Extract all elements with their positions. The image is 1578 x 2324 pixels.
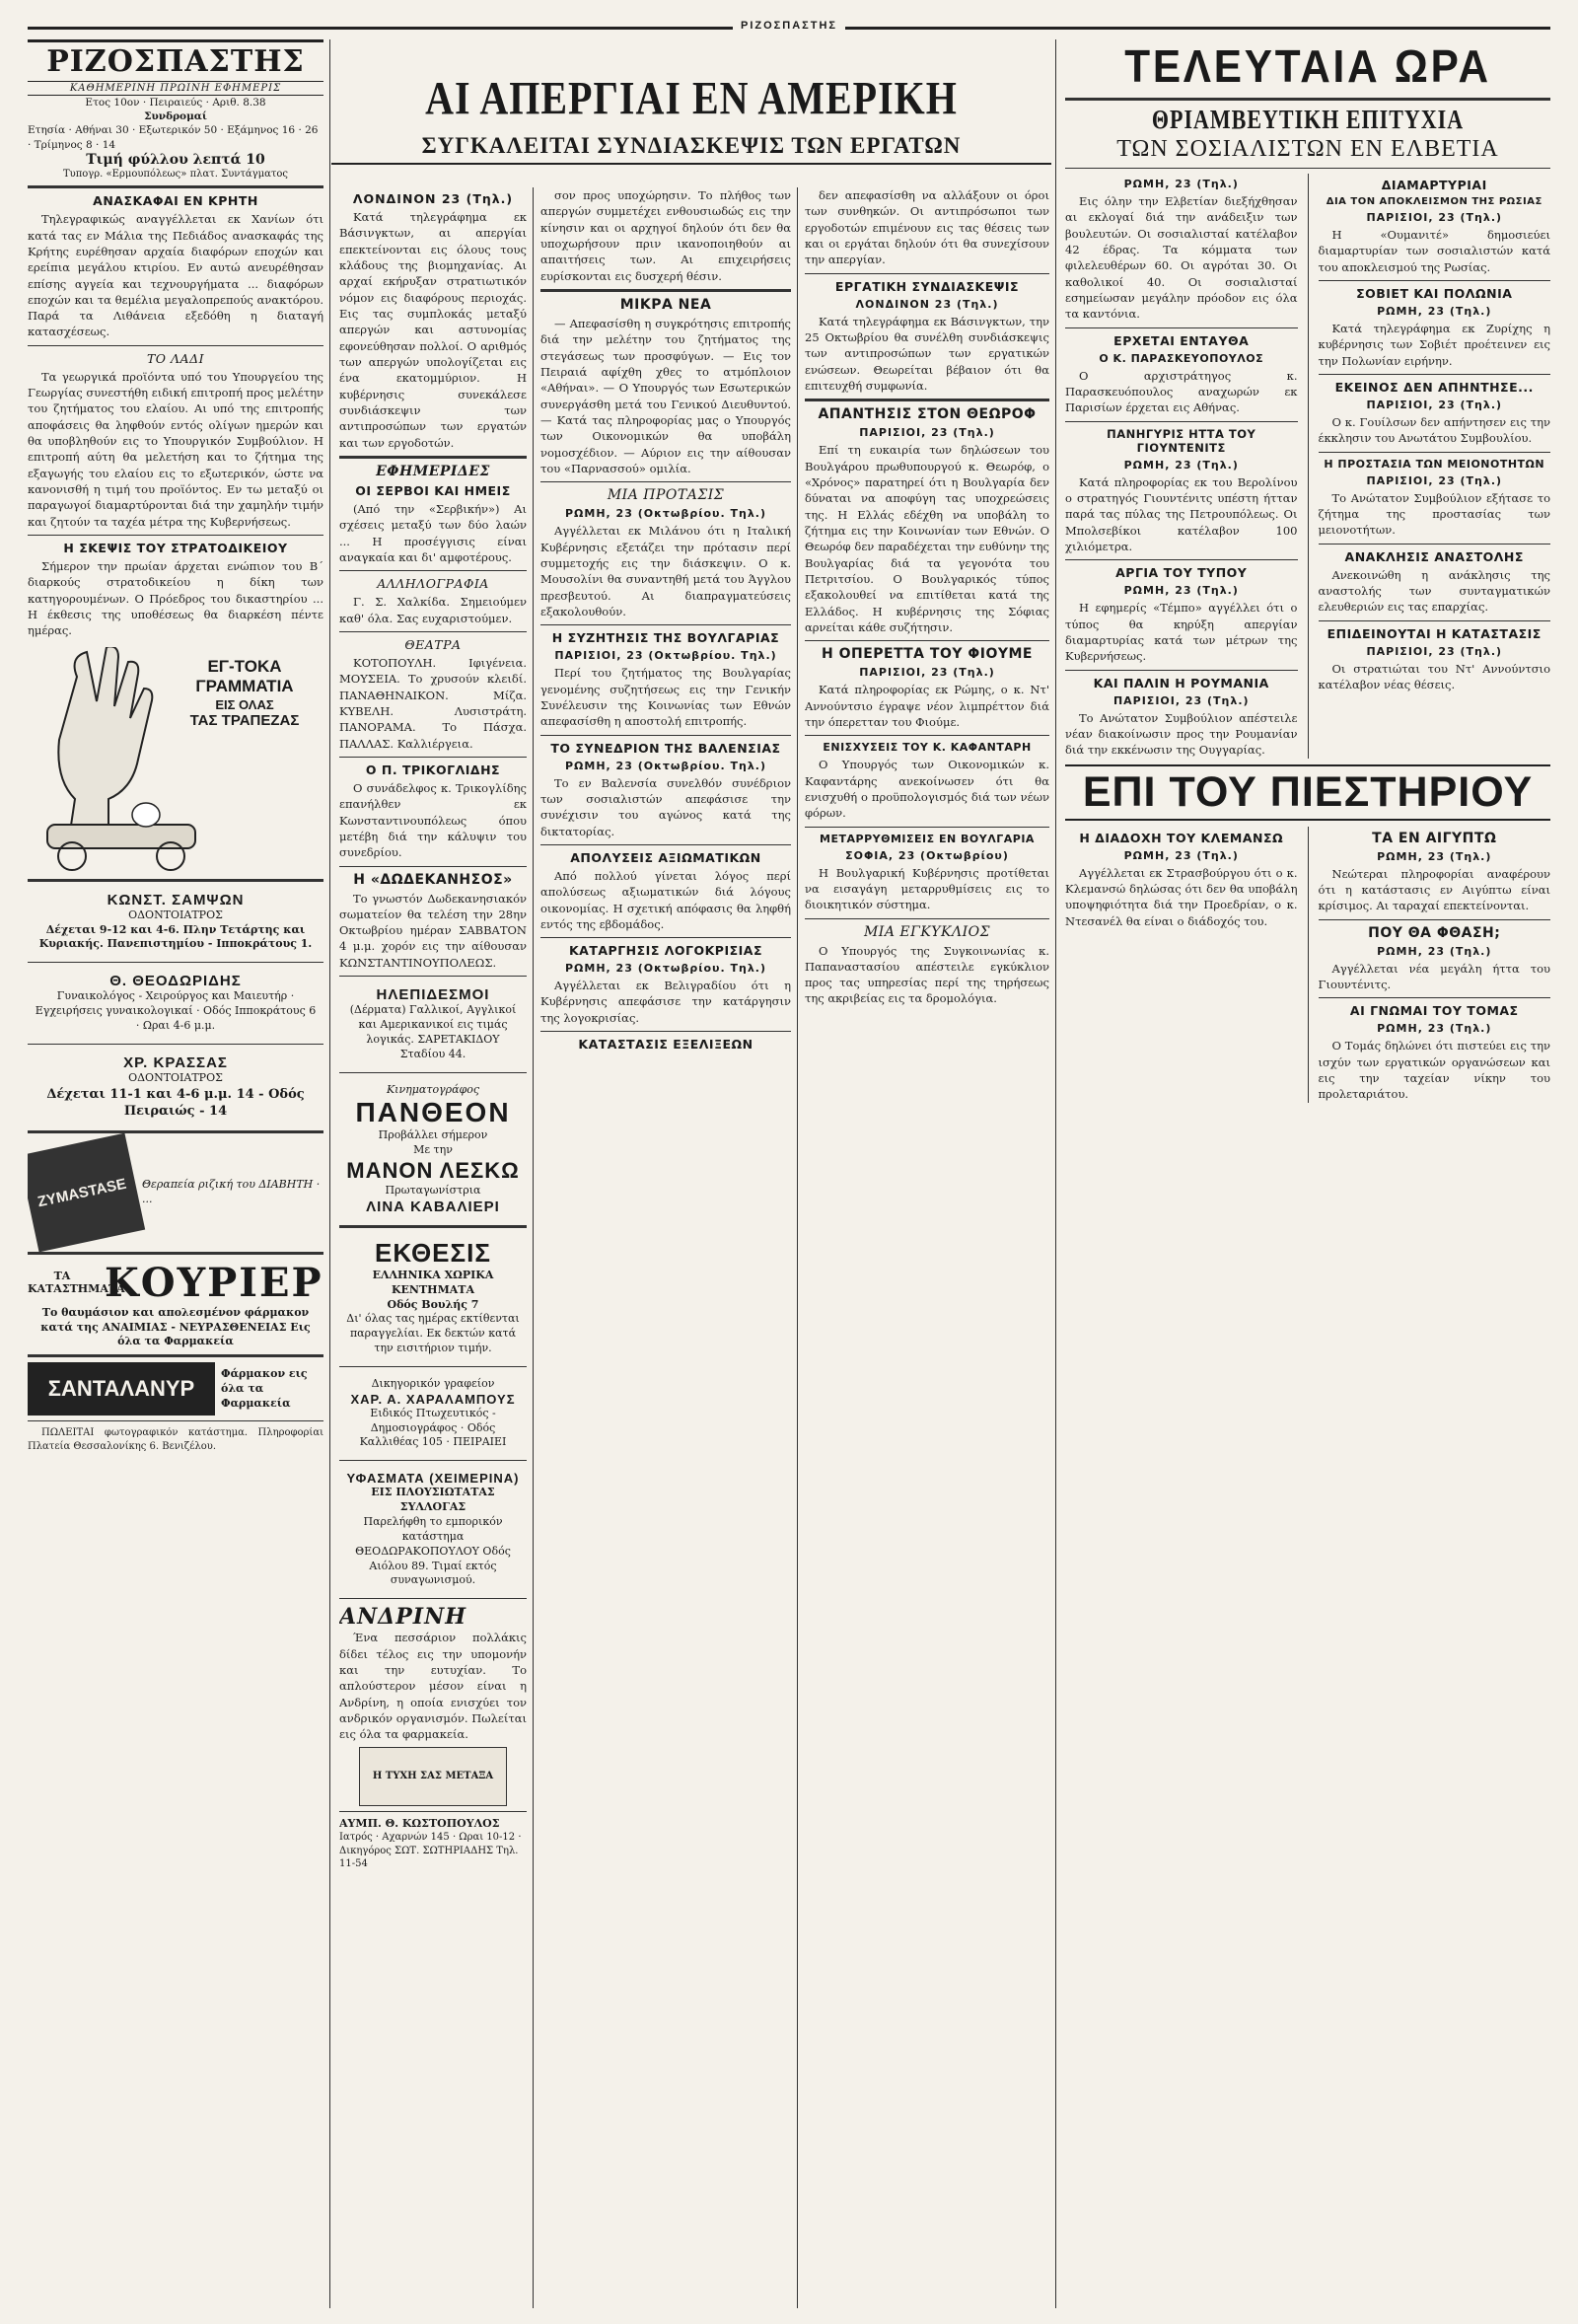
press-row: [1065, 827, 1550, 1103]
dateline: ΠΑΡΙΣΙΟΙ, 23 (Τηλ.): [859, 426, 995, 440]
article-heading: Η ΠΡΟΣΤΑΣΙΑ ΤΩΝ ΜΕΙΟΝΟΤΗΤΩΝ: [1324, 457, 1545, 471]
divider: [540, 481, 791, 482]
masthead-title: ΡΙΖΟΣΠΑΣΤΗΣ: [28, 39, 323, 79]
article-subheading: ΔΙΑ ΤΟΝ ΑΠΟΚΛΕΙΣΜΟΝ ΤΗΣ ΡΩΣΙΑΣ: [1326, 196, 1542, 207]
cinema-star-pre: Με την: [413, 1143, 453, 1157]
article-heading: ΑΝΑΣΚΑΦΑΙ ΕΝ ΚΡΗΤΗ: [93, 193, 258, 209]
dateline: ΠΑΡΙΣΙΟΙ, 23 (Τηλ.): [1366, 398, 1503, 411]
zymase-logo: ZYMASTASE: [28, 1132, 145, 1252]
article-heading: ΕΡΧΕΤΑΙ ΕΝΤΑΥΘΑ: [1113, 332, 1250, 348]
article-body: Το Ανώτατον Συμβούλιον απέστειλε νέαν διακοίνωσιν προς την Ρουμανίαν διά την εκκένωσιν της Ουγγαρίας.: [1065, 710, 1298, 758]
divider: [339, 757, 527, 758]
lawyer-name: ΧΑΡ. Α. ΧΑΡΑΛΑΜΠΟΥΣ: [350, 1391, 516, 1407]
article-heading: Ο Π. ΤΡΙΚΟΓΛΙΔΗΣ: [365, 762, 501, 777]
article-heading: ΑΠΟΛΥΣΕΙΣ ΑΞΙΩΜΑΤΙΚΩΝ: [570, 849, 761, 865]
article-body: Το εν Βαλενσία συνελθόν συνέδριον των σοσιαλιστών απεφάσισε την συνέχισιν του αγώνος κατά της δικτατορίας.: [540, 775, 791, 838]
fabric-ad: [339, 1466, 527, 1593]
article-subheading: ΤΩΝ ΣΟΣΙΑΛΙΣΤΩΝ ΕΝ ΕΛΒΕΤΙΑ: [1116, 136, 1499, 162]
article-heading: ΤΟ ΛΑΔΙ: [146, 350, 205, 366]
ad-role: ΟΔΟΝΤΟΙΑΤΡΟΣ: [128, 908, 223, 921]
dateline: ΡΩΜΗ, 23 (Τηλ.): [1377, 304, 1492, 318]
lawyer-role: Δικηγορικόν γραφείον: [371, 1376, 495, 1390]
divider: [28, 1130, 323, 1133]
article-body: Εις όλην την Ελβετίαν διεξήχθησαν αι εκλογαί διά την ανάδειξιν των βουλευτών. Οι σοσιαλισταί κατέλαβον 42 έδρας. Τα κόμματα των φιλελευθέρων 60. Οι αγρόται 30. Οι καθολικοί 40. Οι σοσιαλισταί εσημείωσαν μεγάλην πρόοδον εις όλα τα καντόνια.: [1065, 194, 1298, 322]
andrini-text: Ένα πεσσάριον πολλάκις δίδει τέλος εις την υπομονήν και την ευτυχίαν. Το απλούστερον μέσον είναι η Ανδρίνη, η οποία ενισχύει τον ανδρικόν οργανισμόν. Πωλείται εις όλα τα φαρμακεία.: [339, 1631, 527, 1742]
column-rule: [329, 39, 330, 2308]
cinema-star: ΜΑΝΟΝ ΛΕΣΚΩ: [346, 1158, 520, 1184]
article-body: Ανεκοινώθη η ανάκλησις της αναστολής των συνταγματικών ελευθεριών εις τας επαρχίας.: [1318, 567, 1550, 615]
divider: [331, 163, 1051, 165]
divider: [28, 345, 323, 346]
dateline: ΠΑΡΙΣΙΟΙ, 23 (Οκτωβρίου. Τηλ.): [554, 649, 777, 663]
dateline: ΠΑΡΙΣΙΟΙ, 23 (Τηλ.): [1366, 211, 1503, 224]
dateline: ΡΩΜΗ, 23 (Τηλ.): [1377, 1022, 1492, 1036]
divider: [1065, 168, 1550, 169]
article-body: Το γνωστόν Δωδεκανησιακόν σωματείον θα τελέση την 28ην Οκτωβρίου ημέραν ΣΑΒΒΑΤΟΝ 4 μ.μ. χορόν εις την αίθουσαν ΚΩΝΣΤΑΝΤΙΝΟΥΠΟΛΕΩΣ.: [339, 891, 527, 970]
article-heading: ΘΕΑΤΡΑ: [404, 636, 462, 652]
divider: [339, 631, 527, 632]
lottery-tile: Η ΤΥΧΗ ΣΑΣ ΜΕΤΑΞΑ: [359, 1747, 507, 1806]
article-body: Αγγέλλεται νέα μεγάλη ήττα του Γιουντένιτς.: [1318, 961, 1550, 991]
subscriptions: Ετησία · Αθήναι 30 · Εξωτερικόν 50 · Εξάμηνος 16 · 26 · Τρίμηνος 8 · 14: [28, 124, 319, 151]
running-head: ΡΙΖΟΣΠΑΣΤΗΣ: [28, 10, 1550, 30]
article-heading: ΕΡΓΑΤΙΚΗ ΣΥΝΔΙΑΣΚΕΨΙΣ: [834, 278, 1020, 294]
divider: [28, 879, 323, 882]
subcolumn-left: [1065, 174, 1298, 759]
article-body: Η «Ουμανιτέ» δημοσιεύει διαμαρτυρίαν των σοσιαλιστών κατά του αποκλεισμού της Ρωσίας.: [1318, 228, 1550, 274]
divider: [540, 1031, 791, 1032]
divider: [28, 185, 323, 188]
article-heading: ΘΡΙΑΜΒΕΥΤΙΚΗ ΕΠΙΤΥΧΙΑ: [1151, 103, 1465, 134]
dateline: ΣΟΦΙΑ, 23 (Οκτωβρίου): [845, 848, 1009, 862]
article-heading: ΑΡΓΙΑ ΤΟΥ ΤΥΠΟΥ: [1115, 565, 1248, 581]
divider: [339, 1460, 527, 1461]
ad-name: ΗΛΕΠΙΔΕΣΜΟΙ: [376, 986, 490, 1004]
dateline: ΡΩΜΗ, 23 (Τηλ.): [1123, 458, 1239, 472]
article-subheading: Ο Κ. ΠΑΡΑΣΚΕΥΟΠΟΥΛΟΣ: [1099, 351, 1264, 365]
article-heading: ΠΟΥ ΘΑ ΦΘΑΣΗ;: [1368, 924, 1501, 941]
exhibit-text: Δι' όλας τας ημέρας εκτίθενται παραγγελίαι. Εκ δεκτών κατά την εισιτήριον τιμήν.: [346, 1312, 520, 1355]
masthead-subtitle: ΚΑΘΗΜΕΡΙΝΗ ΠΡΩΙΝΗ ΕΦΗΜΕΡΙΣ: [28, 81, 323, 96]
divider: [339, 976, 527, 977]
article-heading: Η ΟΠΕΡΕΤΤΑ ΤΟΥ ΦΙΟΥΜΕ: [821, 646, 1033, 663]
dateline: ΠΑΡΙΣΙΟΙ, 23 (Τηλ.): [859, 666, 995, 680]
courier-ad: [28, 1260, 323, 1306]
article-body: Κατά τηλεγράφημα εκ Βάσινγκτων, αι απεργίαι επεκτείνονται εις όλους τους κλάδους της βιομηχανίας. Αι αρχαί εκήρυξαν στρατιωτικόν νόμον εις διαφόρους περιοχάς. Εις τας συμπλοκάς μεταξύ απεργών και αστυνομίας εφονεύθησαν πολλοί. Ο αριθμός των απεργών υπολογίζεται εις ένα εκατομμύριον. Η κυβέρνησις συνεκάλεσε συνδιάσκεψιν των αντιπροσώπων των εργατών και των εργοδοτών.: [339, 210, 527, 450]
article-heading: ΑΛΛΗΛΟΓΡΑΦΙΑ: [377, 576, 489, 592]
main-headline: [331, 71, 1051, 165]
article-body: Επί τη ευκαιρία των δηλώσεων του Βουλγάρου πρωθυπουργού κ. Θεωρόφ, ο «Χρόνος» παρατηρεί ότι η Βουλγαρία δεν δύναται να αποφύγη τας υποχρεώσεις της. Η Ελλάς εδέχθη να υποβάλη το ζήτημα εις την Κοινωνίαν των Εθνών. Ο Θεωρόφ δεν παραδέχεται την ευθύνην της Βουλγαρίας διά τα γεγονότα του Πετριτσίου. Ο Βουλγαρικός τύπος εξακολουθεί να επιτίθεται κατά της Ελλάδος. Η κυβέρνησις της Σόφιας αρνείται κάθε συζήτησιν.: [805, 443, 1049, 634]
toy-line: ΤΑΣ ΤΡΑΠΕΖΑΣ: [189, 712, 300, 730]
divider: [28, 1252, 323, 1255]
divider: [1065, 421, 1298, 422]
article-body: Κατά τηλεγράφημα εκ Ζυρίχης η κυβέρνησις των Σοβιέτ προέτεινεν εις την Πολωνίαν ειρήνην.: [1318, 321, 1550, 368]
last-hour-title: ΤΕΛΕΥΤΑΙΑ ΩΡΑ: [1124, 40, 1491, 92]
article-body: Αγγέλλεται εκ Μιλάνου ότι η Ιταλική Κυβέρνησις εξετάζει την πρότασιν περί συμμετοχής εις την διάσκεψιν. Ο κ. Μουσολίνι θα συναντηθή μετά του Άγγλου πρεσβευτού. Αι διαπραγματεύσεις εξακολουθούν.: [540, 524, 791, 618]
divider: [805, 640, 1049, 641]
article-heading: Η «ΔΩΔΕΚΑΝΗΣΟΣ»: [353, 871, 513, 888]
divider: [805, 399, 1049, 401]
article-heading: ΑΙ ΓΝΩΜΑΙ ΤΟΥ ΤΟΜΑΣ: [1349, 1003, 1519, 1019]
divider: [28, 535, 323, 536]
dateline: ΡΩΜΗ, 23 (Οκτωβρίου. Τηλ.): [564, 507, 766, 521]
press-headline: ΕΠΙ ΤΟΥ ΠΙΕΣΤΗΡΙΟΥ: [1065, 764, 1550, 821]
divider: [805, 827, 1049, 828]
divider: [339, 456, 527, 459]
article-body: Η εφημερίς «Τέμπο» αγγέλλει ότι ο τύπος θα κηρύξη απεργίαν διαμαρτυρίας κατά των μέτρων της Κυβερνήσεως.: [1065, 601, 1298, 664]
article-body: Αγγέλλεται εκ Βελιγραδίου ότι η Κυβέρνησις απεφάσισε την κατάργησιν της λογοκρισίας.: [540, 979, 791, 1025]
zymase-text: Θεραπεία ριζική του ΔΙΑΒΗΤΗ · ...: [142, 1177, 321, 1205]
divider: [1319, 997, 1551, 998]
divider: [540, 937, 791, 938]
article-body: Περί του ζητήματος της Βουλγαρίας γενομένης συζητήσεως εις την Γενικήν Συνέλευσιν της Κοινωνίας των Εθνών απεφασίσθη η αποστολή επιτροπής.: [540, 666, 791, 729]
article-body: — Απεφασίσθη η συγκρότησις επιτροπής διά την μελέτην του ζητήματος της στεγάσεως των προσφύγων. — Εις τον Πειραιά αφίχθη χθες το ατμόπλοιον «Αθήναι». — Ο Υπουργός των Εσωτερικών συνεργάσθη μετά του Γενικού Διευθυντού. — Κατά τας πληροφορίας μας ο Υπουργός των Οικονομικών θα υποβάλη νομοσχέδιον. — Αύριον εις την αίθουσαν του «Παρνασσού» ομιλία.: [540, 316, 791, 475]
divider: [1319, 620, 1551, 621]
article-heading: ΑΠΑΝΤΗΣΙΣ ΣΤΟΝ ΘΕΩΡΟΦ: [818, 406, 1037, 423]
article-body: Σήμερον την πρωίαν άρχεται ενώπιον του Β΄ διαρκούς στρατοδικείου η δίκη των κατηγορουμένων. Ο Πρόεδρος του δικαστηρίου ... Η έκθεσις της υποθέσεως θα διαρκέση πέντε ημέρας.: [28, 559, 323, 638]
divider: [1319, 280, 1551, 281]
belts-ad: [339, 981, 527, 1066]
divider: [1065, 559, 1298, 560]
divider: [805, 273, 1049, 274]
divider: [339, 866, 527, 867]
cinema-ad: [339, 1078, 527, 1220]
divider: [1319, 544, 1551, 545]
subcolumn-left: [1065, 827, 1298, 1103]
courier-text: Το θαυμάσιον και απολεσμένον φάρμακον κατά της ΑΝΑΙΜΙΑΣ - ΝΕΥΡΑΣΘΕΝΕΙΑΣ Εις όλα τα Φαρμακεία: [40, 1305, 311, 1348]
article-heading: Η ΣΚΕΨΙΣ ΤΟΥ ΣΤΡΑΤΟΔΙΚΕΙΟΥ: [63, 541, 288, 556]
article-heading: ΔΙΑΜΑΡΤΥΡΙΑΙ: [1381, 178, 1487, 192]
article-heading: ΣΟΒΙΕΤ ΚΑΙ ΠΟΛΩΝΙΑ: [1356, 285, 1513, 301]
courier-brand: ΚΟΥΡΙΕΡ: [105, 1259, 323, 1306]
column-1: [28, 39, 323, 2308]
exhibit-ad: [339, 1233, 527, 1361]
divider: [339, 1072, 527, 1073]
divider: [28, 962, 323, 963]
illustrated-ad: [28, 647, 323, 874]
ad-info: Δέχεται 9-12 και 4-6. Πλην Τετάρτης και Κυριακής. Πανεπιστημίου - Ιπποκράτους 1.: [38, 922, 313, 951]
divider: [1319, 452, 1551, 453]
column-rule: [797, 187, 798, 2308]
column-4: [805, 187, 1049, 2308]
article-heading: ΟΙ ΣΕΡΒΟΙ ΚΑΙ ΗΜΕΙΣ: [355, 482, 511, 498]
divider: [540, 624, 791, 625]
divider: [28, 1354, 323, 1357]
toy-line: ΕΓ-ΤΟΚΑ: [207, 656, 282, 676]
article-body: Ο Υπουργός της Συγκοινωνίας κ. Παπαναστασίου απέστειλε εγκύκλιον προς τας υπηρεσίας περί της τηρήσεως της ακριβείας εις τα δρομολόγια.: [805, 943, 1049, 1006]
footer-name: ΑΥΜΠ. Θ. ΚΩΣΤΟΠΟΥΛΟΣ: [339, 1816, 500, 1830]
article-body: Γ. Σ. Χαλκίδα. Σημειούμεν καθ' όλα. Σας ευχαριστούμεν.: [339, 595, 527, 625]
subcolumn-rule: [1308, 174, 1309, 759]
article-body: Αγγέλλεται εκ Στρασβούργου ότι ο κ. Κλεμανσώ δηλώσας ότι δεν θα υποβάλη υποψηφιότητα διά την Προεδρίαν, ο κ. Ντεσανέλ θα είναι ο διάδοχός του.: [1065, 865, 1298, 928]
ad-info: Δέχεται 11-1 και 4-6 μ.μ. 14 - Οδός Πειραιώς - 14: [46, 1086, 305, 1120]
divider: [540, 735, 791, 736]
divider: [540, 289, 791, 292]
footer-ad: ΠΩΛΕΙΤΑΙ φωτογραφικόν κατάστημα. Πληροφορίαι Πλατεία Θεσσαλονίκης 6. Βενιζέλου.: [28, 1427, 323, 1453]
article-body: σον προς υποχώρησιν. Το πλήθος των απεργών συμμετέχει ενθουσιωδώς εις την κίνησιν και οι αρχηγοί δηλούν ότι δεν θα υποχωρήσουν πριν ικανοποιηθούν αι απαιτήσεις των. Αι επιχειρήσεις ευρίσκονται εις δυσχερή θέσιν.: [540, 188, 791, 283]
article-heading: ΤΟ ΣΥΝΕΔΡΙΟΝ ΤΗΣ ΒΑΛΕΝΣΙΑΣ: [550, 740, 781, 756]
dateline: ΡΩΜΗ, 23 (Τηλ.): [1377, 849, 1492, 863]
divider: [339, 1598, 527, 1599]
article-body: Ο αρχιστράτηγος κ. Παρασκευόπουλος αναχωρών εκ Παρισίων έρχεται εις Αθήνας.: [1065, 368, 1298, 415]
dateline: ΠΑΡΙΣΙΟΙ, 23 (Τηλ.): [1366, 644, 1503, 658]
article-heading: ΜΕΤΑΡΡΥΘΜΙΣΕΙΣ ΕΝ ΒΟΥΛΓΑΡΙΑ: [820, 832, 1035, 845]
section-heading: ΜΙΚΡΑ ΝΕΑ: [619, 296, 712, 313]
divider: [339, 1225, 527, 1228]
article-body: Κατά πληροφορίας εκ του Βερολίνου ο στρατηγός Γιουντένιτς υπέστη ήτταν παρά τας πύλας της Πετρουπόλεως. Οι Μπολσεβίκοι κατέλαβον 100 χιλιόμετρα.: [1065, 474, 1298, 553]
article-heading: ΠΑΝΗΓΥΡΙΣ ΗΤΤΑ ΤΟΥ ΓΙΟΥΝΤΕΝΙΤΣ: [1107, 426, 1256, 455]
ad-name: Θ. ΘΕΟΔΩΡΙΔΗΣ: [109, 973, 242, 990]
article-heading: ΚΑΤΑΡΓΗΣΙΣ ΛΟΓΟΚΡΙΣΙΑΣ: [568, 943, 763, 959]
divider: [1065, 670, 1298, 671]
dentist-ad: [28, 1050, 323, 1126]
article-body: Ο Υπουργός των Οικονομικών κ. Καφαντάρης ανεκοίνωσεν ότι θα ενισχυθή ο προϋπολογισμός διά των νέων φόρων.: [805, 758, 1049, 821]
santal-logo: ΣΑΝΤΑΛΑΝΥΡ: [28, 1362, 215, 1416]
column-3: [540, 187, 791, 2308]
dateline: ΛΟΝΔΙΝΟΝ 23 (Τηλ.): [855, 297, 999, 311]
article-heading: ΤΑ ΕΝ ΑΙΓΥΠΤΩ: [1372, 830, 1497, 846]
courier-prefix: ΤΑ ΚΑΤΑΣΤΗΜΑΤΑ: [28, 1270, 125, 1296]
column-rule: [1055, 39, 1056, 2308]
article-body: Ο κ. Γουίλσων δεν απήντησεν εις την έκκλησιν του Ανωτάτου Συμβουλίου.: [1318, 414, 1550, 446]
subcolumn-right: [1319, 827, 1551, 1103]
article-body: Τα γεωργικά προϊόντα υπό του Υπουργείου της Γεωργίας συνεστήθη ειδική επιτροπή προς μελέτην του ζητήματος του ελαίου. Αι υπό της επιτροπής αποφάσεις θα ληφθούν εντός ολίγων ημερών και θα υποβληθούν εις το Υπουργικόν Συμβούλιον. Η επιτροπή αύτη θα μελετήση και το ζήτημα της εξαγωγής του ελαίου εις το εξωτερικόν, ώστε να κανονισθή η τιμή του προϊόντος. Εν τω μεταξύ οι παραγωγοί διαμαρτύρονται διά την χαμηλήν τιμήν και ζητούν τα ταχέα μέτρα της Κυβερνήσεως.: [28, 369, 323, 529]
dateline: ΠΑΡΙΣΙΟΙ, 23 (Τηλ.): [1366, 473, 1503, 487]
column-5: [1065, 39, 1550, 2308]
article-body: Ο συνάδελφος κ. Τρικογλίδης επανήλθεν εκ Κωνσταντινουπόλεως όπου μετέβη διά την κάλυψιν του συνεδρίου.: [339, 780, 527, 860]
exhibit-sub: ΕΛΛΗΝΙΚΑ ΧΩΡΙΚΑ ΚΕΝΤΗΜΑΤΑ: [372, 1268, 494, 1296]
divider: [1319, 919, 1551, 920]
dateline: ΡΩΜΗ, 23 (Τηλ.): [1377, 944, 1492, 958]
press-line: Τυπογρ. «Ερμουπόλεως» πλατ. Συντάγματος: [62, 168, 289, 180]
article-heading: ΕΠΙΔΕΙΝΟΥΤΑΙ Η ΚΑΤΑΣΤΑΣΙΣ: [1327, 625, 1542, 641]
footer-text: Ιατρός · Αχαρνών 145 · Ωραι 10-12 · Δικηγόρος ΣΩΤ. ΣΩΤΗΡΙΑΔΗΣ Τηλ. 11-54: [339, 1832, 522, 1870]
article-heading: ΚΑΙ ΠΑΛΙΝ Η ΡΟΥΜΑΝΙΑ: [1093, 675, 1269, 690]
toy-line: ΓΡΑΜΜΑΤΙΑ: [195, 677, 294, 696]
cinema-actress: ΛΙΝΑ ΚΑΒΑΛΙΕΡΙ: [366, 1198, 500, 1215]
divider: [339, 1366, 527, 1367]
dateline: ΠΑΡΙΣΙΟΙ, 23 (Τηλ.): [1112, 693, 1250, 707]
dateline: ΡΩΜΗ, 23 (Οκτωβρίου. Τηλ.): [564, 962, 766, 976]
fabric-title: ΥΦΑΣΜΑΤΑ (ΧΕΙΜΕΡΙΝΑ): [346, 1471, 520, 1487]
dateline: ΡΩΜΗ, 23 (Οκτωβρίου. Τηλ.): [564, 759, 766, 772]
divider: [1065, 327, 1298, 328]
divider: [1065, 98, 1550, 101]
masthead-info: Ετος 10ον · Πειραιεύς · Αριθ. 8.38: [85, 97, 266, 109]
cinema-role: Πρωταγωνίστρια: [385, 1184, 481, 1198]
subscriptions-label: Συνδρομαί: [144, 110, 207, 123]
cinema-name: ΠΑΝΘΕΟΝ: [355, 1097, 511, 1128]
article-body: Κατά τηλεγράφημα εκ Βάσινγκτων, την 25 Οκτωβρίου θα συνέλθη συνδιάσκεψις των αντιπροσώπων των εργατικών ενώσεων. Θεωρείται βέβαιον ότι θα επιτευχθή συμφωνία.: [805, 314, 1049, 393]
dentist-ad: [28, 887, 323, 958]
headline-line-1: ΑΙ ΑΠΕΡΓΙΑΙ ΕΝ ΑΜΕΡΙΚΗ: [425, 71, 958, 125]
article-heading: Η ΔΙΑΔΟΧΗ ΤΟΥ ΚΛΕΜΑΝΣΩ: [1079, 830, 1284, 845]
article-heading: ΕΚΕΙΝΟΣ ΔΕΝ ΑΠΗΝΤΗΣΕ...: [1334, 379, 1534, 395]
divider: [339, 570, 527, 571]
column-2: [339, 187, 527, 2308]
fabric-sub: ΕΙΣ ΠΛΟΥΣΙΩΤΑΤΑΣ ΣΥΛΛΟΓΑΣ: [371, 1486, 495, 1514]
santal-ad: [28, 1362, 323, 1416]
zymase-ad: [28, 1138, 323, 1247]
dateline: ΡΩΜΗ, 23 (Τηλ.): [1123, 584, 1239, 598]
subcolumn-rule: [1308, 827, 1309, 1103]
subcolumn-right: [1319, 174, 1551, 759]
doctor-ad: [28, 968, 323, 1039]
exhibit-title: ΕΚΘΕΣΙΣ: [375, 1237, 491, 1268]
divider: [540, 844, 791, 845]
article-body: Ο Τομάς δηλώνει ότι πιστεύει εις την ισχύν των εργατικών οργανώσεων και εις την ταχείαν νίκην του προλεταριάτου.: [1318, 1039, 1550, 1102]
divider: [805, 918, 1049, 919]
divider: [339, 1811, 527, 1812]
last-hour-row: [1065, 174, 1550, 759]
article-body: Τηλεγραφικώς αναγγέλλεται εκ Χανίων ότι κατά τας εν Μάλια της Πεδιάδος ανασκαφάς της Κρήτης ευρέθησαν αρχαία διαφόρων εποχών και ερείπια μεγάλου κτιρίου. Εν αυτώ ανευρέθησαν επίσης αγγεία και τεχνουργήματα ... διαφόρων εποχών και τα θεμέλια μεγαλοπρεπούς ανακτόρου. Παρά τα Λιθάνεια εξεδόθη η διαταγή κατασχέσεως.: [28, 212, 323, 339]
article-body: Από πολλού γίνεται λόγος περί απολύσεως αξιωματικών διά λόγους οικονομίας. Η σχετική απόφασις θα ληφθή εντός της εβδομάδος.: [540, 868, 791, 931]
dateline: ΛΟΝΔΙΝΟΝ 23 (Τηλ.): [352, 191, 514, 206]
article-heading: ΚΑΤΑΣΤΑΣΙΣ ΕΞΕΛΙΞΕΩΝ: [578, 1037, 753, 1053]
article-body: Το Ανώτατον Συμβούλιον εξήτασε το ζήτημα της προστασίας των μειονοτήτων.: [1318, 490, 1550, 538]
cinema-label: Κινηματογράφος: [386, 1082, 480, 1096]
article-heading: ΜΙΑ ΕΓΚΥΚΛΙΟΣ: [863, 923, 991, 940]
article-heading: Η ΣΥΖΗΤΗΣΙΣ ΤΗΣ ΒΟΥΛΓΑΡΙΑΣ: [551, 630, 780, 646]
ad-info: (Δέρματα) Γαλλικοί, Αγγλικοί και Αμερικανικοί εις τιμάς λογικάς. ΣΑΡΕΤΑΚΙΔΟΥ Σταδίου 44.: [349, 1003, 517, 1060]
article-body: Οι στρατιώται του Ντ' Αννούντσιο κατέλαβον νέας θέσεις.: [1318, 661, 1550, 691]
santal-text: Φάρμακον εις όλα τα Φαρμακεία: [221, 1367, 308, 1410]
cinema-sub: Προβάλλει σήμερον: [378, 1128, 488, 1142]
exhibit-addr: Οδός Βουλής 7: [387, 1297, 479, 1311]
column-rule: [533, 187, 534, 2308]
andrini-title: ΑΝΔΡΙΝΗ: [339, 1604, 466, 1631]
headline-line-2: ΣΥΓΚΑΛΕΙΤΑΙ ΣΥΝΔΙΑΣΚΕΨΙΣ ΤΩΝ ΕΡΓΑΤΩΝ: [421, 133, 962, 158]
lawyer-info: Ειδικός Πτωχευτικός - Δημοσιογράφος · Οδός Καλλιθέας 105 · ΠΕΙΡΑΙΕΙ: [359, 1406, 507, 1449]
toy-line: ΕΙΣ ΟΛΑΣ: [215, 696, 274, 712]
ad-name: ΚΩΝΣΤ. ΣΑΜΨΩΝ: [107, 891, 245, 908]
section-heading: ΕΦΗΜΕΡΙΔΕΣ: [376, 463, 490, 479]
article-heading: ΜΙΑ ΠΡΟΤΑΣΙΣ: [607, 487, 725, 504]
article-body: Νεώτεραι πληροφορίαι αναφέρουν ότι η κατάστασις εν Αιγύπτω είναι κρίσιμος. Αι ταραχαί επεκτείνονται.: [1318, 866, 1550, 913]
divider: [28, 1420, 323, 1421]
lawyer-ad: [339, 1372, 527, 1455]
divider: [1319, 374, 1551, 375]
article-body: δεν απεφασίσθη να αλλάξουν οι όροι των συνθηκών. Οι αντιπρόσωποι των εργοδοτών επιμένουν εις τας θέσεις των και οι εργάται δηλούν ότι θα συνεχίσουν την απεργίαν.: [805, 188, 1049, 267]
dateline: ΡΩΜΗ, 23 (Τηλ.): [1123, 178, 1239, 190]
article-body: (Από την «Σερβικήν») Αι σχέσεις μεταξύ των δύο λαών ... Η προσέγγισις είναι αναγκαία και δι' αμφοτέρους.: [339, 501, 527, 564]
divider: [805, 735, 1049, 736]
price: Τιμή φύλλου λεπτά 10: [86, 151, 265, 168]
dateline: ΡΩΜΗ, 23 (Τηλ.): [1123, 848, 1239, 862]
divider: [28, 1044, 323, 1045]
article-heading: ΑΝΑΚΛΗΣΙΣ ΑΝΑΣΤΟΛΗΣ: [1344, 548, 1524, 564]
ad-role: ΟΔΟΝΤΟΙΑΤΡΟΣ: [128, 1070, 223, 1084]
ad-name: ΧΡ. ΚΡΑΣΣΑΣ: [123, 1053, 228, 1071]
article-heading: ΕΝΙΣΧΥΣΕΙΣ ΤΟΥ Κ. ΚΑΦΑΝΤΑΡΗ: [823, 741, 1032, 755]
article-body: ΚΟΤΟΠΟΥΛΗ. Ιφιγένεια. ΜΟΥΣΕΙΑ. Το χρυσούν κλειδί. ΠΑΝΑΘΗΝΑΙΚΟΝ. Μίζα. ΚΥΒΕΛΗ. Λυσιστράτη. ΠΑΝΟΡΑΜΑ. Το Πάσχα. ΠΑΛΛΑΣ. Καλλιέργεια.: [339, 655, 527, 751]
article-body: Η Βουλγαρική Κυβέρνησις προτίθεται να εισαγάγη μεταρρυθμίσεις εις το διοικητικόν σύστημα.: [805, 865, 1049, 912]
ad-info: Γυναικολόγος - Χειρούργος και Μαιευτήρ · Εγχειρήσεις γυναικολογικαί · Οδός Ιπποκράτους 6 · Ωραι 4-6 μ.μ.: [35, 989, 317, 1032]
fabric-text: Παρελήφθη το εμπορικόν κατάστημα ΘΕΟΔΩΡΑΚΟΠΟΥΛΟΥ Οδός Αιόλου 89. Τιμαί εκτός συναγωνισμού.: [355, 1515, 511, 1587]
article-body: Κατά πληροφορίας εκ Ρώμης, ο κ. Ντ' Αννούντσιο έγραψε νέον λιμπρέττον διά την όπερετταν του Φιούμε.: [805, 683, 1049, 729]
